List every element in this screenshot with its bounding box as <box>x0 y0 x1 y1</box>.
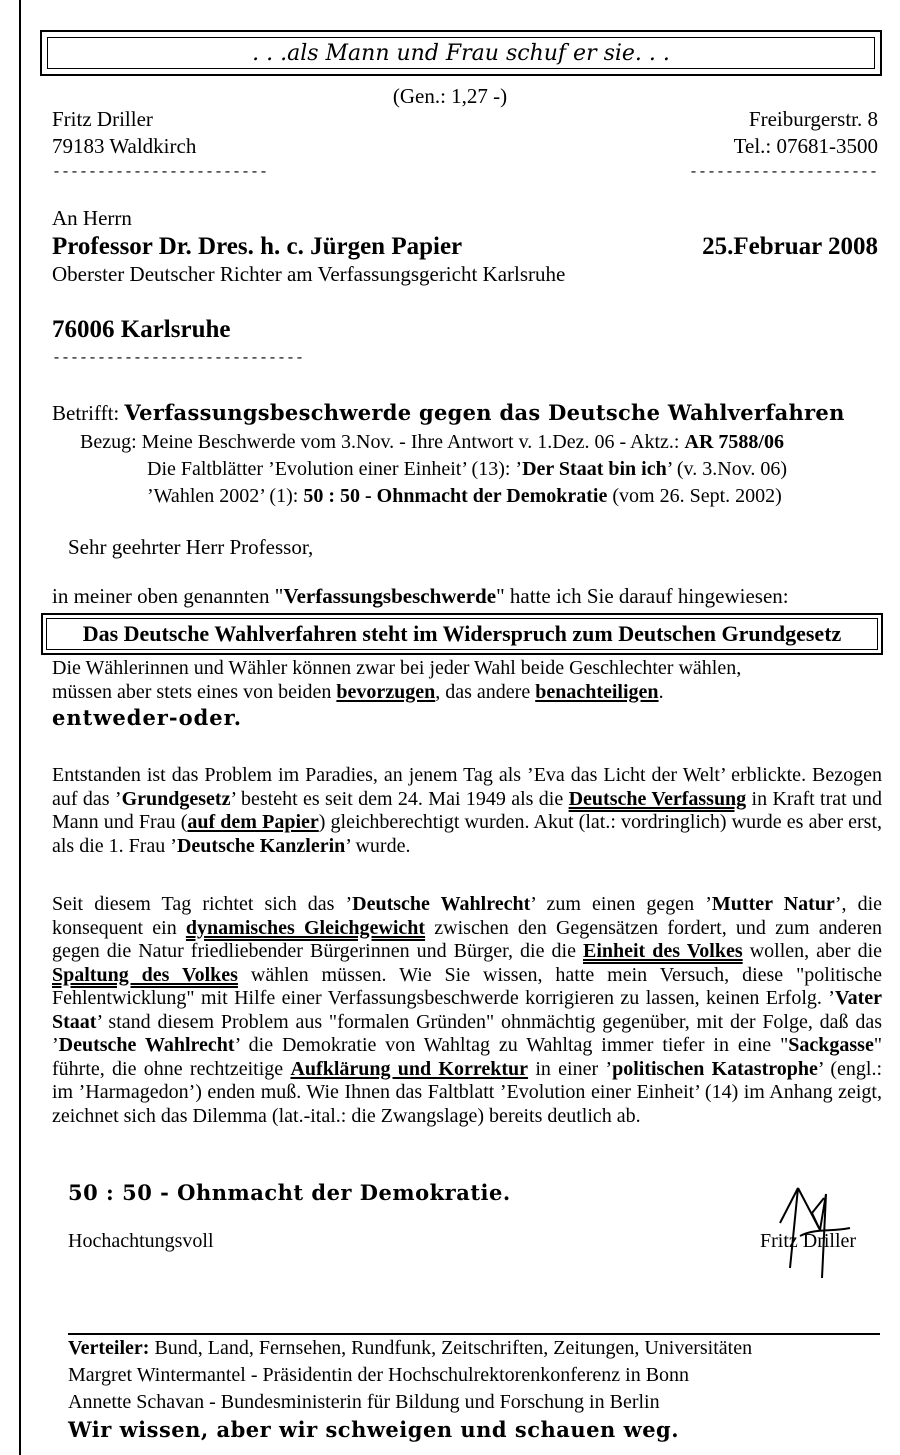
text: ’ stand diesem Problem aus "formalen Gründen" ohnmächtig gegenüber, mit der Folge, daß das ’ <box>52 1010 882 1056</box>
emphasis: politischen Katastrophe <box>612 1057 818 1080</box>
sender-block <box>52 106 268 186</box>
text: wählen müssen. Wie Sie wissen, hatte mein Versuch, diese "politische Fehlentwicklung" mit Hilfe einer Verfassungsbeschwerde korrigieren zu lassen, keinen Erfolg. ’ <box>52 963 883 1009</box>
underlined-term: Einheit des Volkes <box>582 940 743 962</box>
intro-emphasis: Verfassungsbeschwerde <box>283 584 497 608</box>
distribution-line-3: Annette Schavan - Bundesministerin für Bildung und Forschung in Berlin <box>68 1391 660 1413</box>
text: ’ (engl.: im ’Harmagedon’) enden muß. Wie Ihnen das Faltblatt ’Evolution einer Einheit’ (14) im Anhang zeigt, zeichnet sich das Dilemma (lat.-ital.: die Zwangslage) bereits deutlich ab. <box>52 1057 883 1127</box>
emphasis: Deutsche Wahlrecht <box>58 1034 235 1056</box>
reference-emphasis: 50 : 50 - Ohnmacht der Demokratie <box>303 485 608 507</box>
sender-street: Freiburgerstr. 8 <box>748 107 878 131</box>
distribution-text: Bund, Land, Fernsehen, Rundfunk, Zeitschriften, Zeitungen, Universitäten <box>154 1337 753 1359</box>
reference-text: (vom 26. Sept. 2002) <box>612 485 782 507</box>
sender-phone: Tel.: 07681-3500 <box>733 134 878 158</box>
intro-text: in meiner oben genannten " <box>52 584 284 608</box>
text: ’ wurde. <box>345 834 411 857</box>
subject-label: Betrifft: <box>52 401 120 425</box>
distribution-line-2: Margret Wintermantel - Präsidentin der Hochschulrektorenkonferenz in Bonn <box>68 1364 690 1386</box>
sender-city: 79183 Waldkirch <box>52 134 197 158</box>
motto-reference: (Gen.: 1,27 -) <box>392 84 508 108</box>
signature-scribble <box>760 1168 880 1288</box>
text: in Kraft trat und Mann und Frau ( <box>52 787 883 833</box>
reference-text: ’ (v. 3.Nov. 06) <box>666 458 788 480</box>
intro-line <box>52 584 789 609</box>
emphasis: Vater Staat <box>52 987 882 1033</box>
reference-text: Die Faltblätter ’Evolution einer Einheit’ (13): ’ <box>147 458 523 480</box>
slogan-ohnmacht: 50 : 50 - Ohnmacht der Demokratie. <box>68 1180 511 1205</box>
distribution-label: Verteiler: <box>68 1337 150 1359</box>
reference-text: Meine Beschwerde vom 3.Nov. - Ihre Antwort v. 1.Dez. 06 - Aktz.: <box>141 431 680 453</box>
text: , das andere <box>435 680 531 703</box>
paragraph-text: Die Wählerinnen und Wähler können zwar bei jeder Wahl beide Geschlechter wählen, <box>52 657 742 679</box>
reference-line-3 <box>147 485 782 508</box>
paragraph-text <box>52 681 882 705</box>
underlined-term: auf dem Papier <box>187 811 319 833</box>
text: ’ die Demokratie von Wahltag zu Wahltag immer tiefer in eine " <box>234 1034 789 1056</box>
emphasis: Deutsche Wahlrecht <box>352 893 531 915</box>
text: ’ besteht es seit dem 24. Mai 1949 als die <box>230 787 564 810</box>
closing: Hochachtungsvoll <box>68 1230 214 1252</box>
intro-text: " hatte ich Sie darauf hingewiesen: <box>496 584 789 608</box>
sender-divider: ------------------------ <box>52 164 269 181</box>
text: in einer ’ <box>535 1057 613 1080</box>
recipient-name: Professor Dr. Dres. h. c. Jürgen Papier <box>52 233 463 260</box>
sender-contact <box>689 106 878 186</box>
text: wollen, aber die <box>749 940 883 962</box>
subject-text: Verfassungsbeschwerde gegen das Deutsche Wahlverfahren <box>124 400 845 425</box>
reference-emphasis: Der Staat bin ich <box>522 458 667 480</box>
closing-motto: Wir wissen, aber wir schweigen und schauen weg. <box>68 1417 680 1442</box>
reference-label: Bezug: <box>80 431 137 453</box>
distribution-line-1 <box>68 1337 752 1360</box>
underlined-term: Deutsche Verfassung <box>568 787 747 810</box>
text: Entstanden ist das Problem im Paradies, an jenem Tag als ’Eva das Licht der Welt’ erblickte. Bezogen auf das ’ <box>52 764 882 810</box>
paragraph-1 <box>52 657 882 730</box>
text: zwischen den Gegensätzen fordert, und zum anderen gegen die Natur friedliebender Bürgerinnen und Bürger, die die <box>52 916 882 962</box>
emphasis: Sackgasse <box>788 1034 874 1056</box>
text: " führte, die ohne rechtzeitige <box>52 1034 882 1080</box>
paragraph-3 <box>52 893 882 1128</box>
text: müssen aber stets eines von beiden <box>52 680 332 703</box>
margin-line <box>19 0 21 1455</box>
underlined-term: Aufklärung und Korrektur <box>290 1057 529 1080</box>
recipient-title: Oberster Deutscher Richter am Verfassungsgericht Karlsruhe <box>52 262 566 286</box>
text: ’, die konsequent ein <box>52 893 882 939</box>
file-number: AR 7588/06 <box>684 431 784 453</box>
reference-text: ’Wahlen 2002’ (1): <box>147 485 299 507</box>
greeting: Sehr geehrter Herr Professor, <box>68 535 314 559</box>
text: ’ zum einen gegen ’ <box>530 893 712 915</box>
recipient-city: 76006 Karlsruhe <box>52 316 231 343</box>
signature-name: Fritz Driller <box>760 1230 857 1252</box>
letter-date: 25.Februar 2008 <box>702 233 878 260</box>
text: . <box>658 680 664 703</box>
text: ) gleichberechtigt wurden. Akut (lat.: vordringlich) wurde es aber erst, als die 1. Frau ’ <box>52 811 883 857</box>
emphasis: Deutsche Kanzlerin <box>176 834 346 857</box>
recipient-salutation: An Herrn <box>52 206 132 230</box>
underlined-term: dynamisches Gleichgewicht <box>185 916 426 939</box>
emphasis: Grundgesetz <box>121 787 231 810</box>
slogan-either-or: entweder-oder. <box>52 705 243 730</box>
underlined-term: benachteiligen <box>535 680 659 703</box>
contact-divider: --------------------- <box>688 164 878 181</box>
sender-name: Fritz Driller <box>52 107 153 131</box>
reference-line-2 <box>147 458 787 481</box>
underlined-term: bevorzugen <box>336 680 436 703</box>
reference-line-1 <box>80 431 784 454</box>
paragraph-2 <box>52 764 882 858</box>
underlined-term: Spaltung des Volkes <box>52 963 238 986</box>
subject-line <box>52 400 845 426</box>
emphasis: Mutter Natur <box>711 893 835 915</box>
motto-frame <box>40 30 882 76</box>
thesis-frame <box>41 613 883 655</box>
thesis-statement: Das Deutsche Wahlverfahren steht im Widerspruch zum Deutschen Grundgesetz <box>46 618 878 650</box>
text: Seit diesem Tag richtet sich das ’ <box>52 893 353 915</box>
recipient-divider: ---------------------------- <box>52 350 305 367</box>
motto: . . .als Mann und Frau schuf er sie. . . <box>47 37 875 69</box>
distribution-rule <box>68 1333 880 1335</box>
